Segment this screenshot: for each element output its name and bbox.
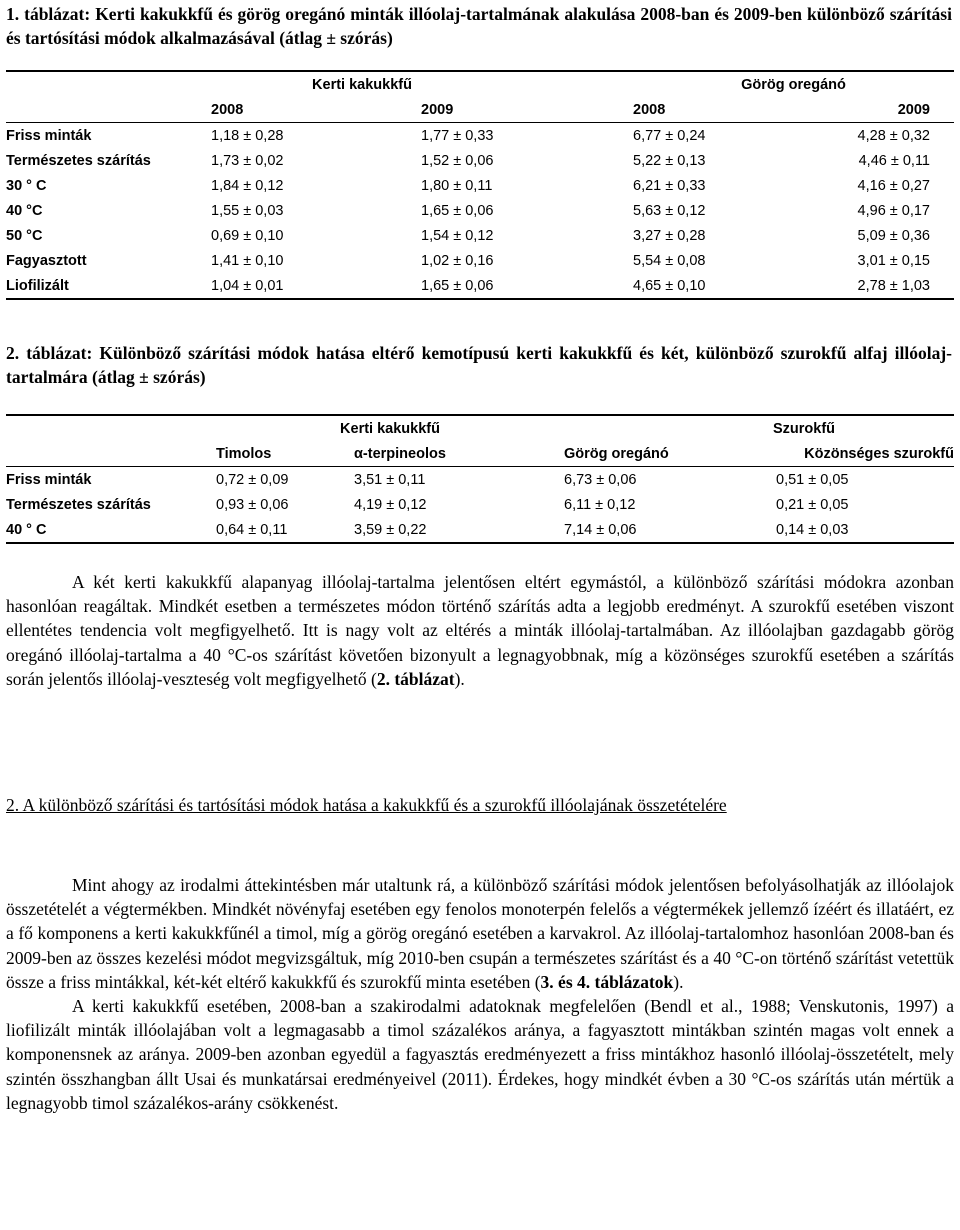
- table1-cell: 6,21 ± 0,33: [633, 177, 706, 194]
- table2-row-label: 40 ° C: [6, 517, 216, 543]
- table1: [6, 70, 954, 300]
- table1-cell: 1,65 ± 0,06: [421, 202, 494, 219]
- table1-cell: 4,46 ± 0,11: [858, 152, 930, 169]
- table1-cell: 3,27 ± 0,28: [633, 227, 706, 244]
- table1-cell: 1,73 ± 0,02: [211, 152, 284, 169]
- table1-cell: 1,84 ± 0,12: [211, 177, 284, 194]
- table1-cell: 0,69 ± 0,10: [211, 227, 284, 244]
- table1-row-label: 50 °C: [6, 227, 43, 244]
- table1-row-label: Természetes szárítás: [6, 152, 151, 169]
- table1-cell: 1,52 ± 0,06: [421, 152, 494, 169]
- table2-sub-header: α-terpineolos: [354, 441, 564, 467]
- table1-cell: 6,77 ± 0,24: [633, 127, 706, 144]
- table1-row: [6, 123, 954, 149]
- table1-row-label: 30 ° C: [6, 177, 47, 194]
- table2-row-label: Természetes szárítás: [6, 496, 151, 513]
- paragraph-text: A két kerti kakukkfű alapanyag illóolaj-tartalma jelentősen eltért egymástól, a különböző szárítási módokra azonban hasonlóan reagáltak. Mindkét esetben a természetes módon történő szárítás adta a legjobb eredményt. A szurokfű esetében viszont ellentétes tendencia volt megfigyelhető. Itt is nagy volt az eltérés a minták illóolaj-tartalmában. Az illóolajban gazdagabb görög oregánó illóolaj-tartalma a 40 °C-os szárítást követően bizonyult a legnagyobbnak, míg a közönséges szurokfű esetében a szárítás során jelentős illóolaj-veszteség volt megfigyelhető (: [6, 572, 954, 689]
- table2-cell: 3,51 ± 0,11: [354, 471, 426, 488]
- table1-row: [6, 248, 954, 273]
- table2-caption: 2. táblázat: Különböző szárítási módok hatása eltérő kemotípusú kerti kakukkfű és két, különböző szurokfű alfaj illóolaj-tartalmára (átlag ± szórás): [6, 343, 952, 387]
- table1-row: [6, 148, 954, 173]
- table2-cell: 7,14 ± 0,06: [564, 517, 776, 543]
- table2-row: [6, 517, 954, 543]
- table1-row: [6, 273, 954, 299]
- table1-year-header: 2008: [211, 97, 421, 123]
- table1-cell: 5,09 ± 0,36: [857, 227, 930, 244]
- table1-cell: 5,54 ± 0,08: [633, 252, 706, 269]
- table1-group-header-row: [6, 71, 954, 97]
- table1-row: [6, 173, 954, 198]
- table2-cell: 6,73 ± 0,06: [564, 471, 637, 488]
- body-paragraph-1: [6, 570, 954, 691]
- table1-group-header: Görög oregánó: [633, 71, 954, 97]
- table1-year-header: 2009: [843, 97, 954, 123]
- table1-cell: 1,54 ± 0,12: [421, 227, 494, 244]
- table2: [6, 414, 954, 544]
- table2-cell: 4,19 ± 0,12: [354, 496, 427, 513]
- table1-year-header-row: [6, 97, 954, 123]
- table1-cell: 4,28 ± 0,32: [857, 127, 930, 144]
- table1-row: [6, 223, 954, 248]
- paragraph-tail: ).: [673, 971, 684, 992]
- section-heading: 2. A különböző szárítási és tartósítási módok hatása a kakukkfű és a szurokfű illóolajának összetételére: [6, 795, 727, 815]
- table1-cell: 1,65 ± 0,06: [421, 273, 633, 299]
- table1-group-header: Kerti kakukkfű: [211, 71, 633, 97]
- table1-cell: 5,63 ± 0,12: [633, 202, 706, 219]
- table1-cell: 3,01 ± 0,15: [857, 252, 930, 269]
- table1-cell: 4,96 ± 0,17: [857, 202, 930, 219]
- table2-group-header: Szurokfű: [564, 415, 954, 441]
- table2-group-header-row: [6, 415, 954, 441]
- table1-caption: 1. táblázat: Kerti kakukkfű és görög oregánó minták illóolaj-tartalmának alakulása 2008-ban és 2009-ben különböző szárítási és tartósítási módok alkalmazásával (átlag ± szórás): [6, 4, 952, 48]
- table2-sub-header: Timolos: [216, 441, 354, 467]
- paragraph-text: A kerti kakukkfű esetében, 2008-ban a szakirodalmi adatoknak megfelelően (Bendl et al., 1988; Venskutonis, 1997) a liofilizált minták illóolajában volt a legmagasabb a timol százalékos aránya, a fagyasztott mintákban szintén magas volt ennek a komponensnek az aránya. 2009-ben azonban egyedül a fagyasztás eredményezett a friss mintákhoz hasonló illóolaj-összetételt, mely szintén összhangban állt Usai és munkatársai eredményeivel (2011). Érdekes, hogy mindkét évben a 30 °C-os szárítás után mértük a legnagyobb timol százalékos-arány csökkenést.: [6, 996, 954, 1113]
- table2-cell: 6,11 ± 0,12: [564, 496, 636, 513]
- table2-cell: 0,51 ± 0,05: [776, 471, 849, 488]
- table1-cell: 1,18 ± 0,28: [211, 127, 284, 144]
- table1-row-label: 40 °C: [6, 202, 43, 219]
- table1-cell: 1,41 ± 0,10: [211, 252, 284, 269]
- table-reference: 3. és 4. táblázatok: [540, 971, 674, 992]
- table2-cell: 0,64 ± 0,11: [216, 517, 354, 543]
- table1-cell: 1,04 ± 0,01: [211, 273, 421, 299]
- table1-cell: 5,22 ± 0,13: [633, 152, 706, 169]
- table1-year-header: 2008: [633, 97, 843, 123]
- table-reference: 2. táblázat: [376, 668, 455, 689]
- table2-row: [6, 492, 954, 517]
- table1-row: [6, 198, 954, 223]
- table1-cell: 1,77 ± 0,33: [421, 127, 494, 144]
- table1-row-label: Liofilizált: [6, 273, 211, 299]
- table2-group-header: Kerti kakukkfű: [216, 415, 564, 441]
- table1-cell: 1,55 ± 0,03: [211, 202, 284, 219]
- table2-cell: 3,59 ± 0,22: [354, 517, 564, 543]
- table2-sub-header-row: [6, 441, 954, 467]
- table1-cell: 1,02 ± 0,16: [421, 252, 494, 269]
- table2-sub-header: Közönséges szurokfű: [776, 441, 954, 467]
- table1-year-header: 2009: [421, 97, 633, 123]
- table1-row-label: Friss minták: [6, 127, 92, 144]
- table1-row-label: Fagyasztott: [6, 252, 87, 269]
- table1-cell: 1,80 ± 0,11: [421, 177, 493, 194]
- table2-cell: 0,21 ± 0,05: [776, 496, 849, 513]
- table1-cell: 2,78 ± 1,03: [843, 273, 954, 299]
- paragraph-tail: ).: [454, 668, 465, 689]
- paragraph-text: Mint ahogy az irodalmi áttekintésben már utaltunk rá, a különböző szárítási módok jelentősen befolyásolhatják az illóolajok összetételét a végtermékben. Mindkét növényfaj esetében egy fenolos monoterpén felelős a végtermékek jellemző ízéért és illatáért, ez a fő komponens a kerti kakukkfűnél a timol, míg a görög oregánó esetében a karvakrol. Az illóolaj-tartalomhoz hasonlóan 2008-ban és 2009-ben az összes kezelési módot megvizsgáltuk, míg 2010-ben csupán a természetes szárítást és a 40 °C-on történő szárítást vetettük össze a friss mintákkal, két-két eltérő kakukkfű és szurokfű minta esetében (: [6, 875, 954, 992]
- table2-row-label: Friss minták: [6, 471, 92, 488]
- table2-sub-header: Görög oregánó: [564, 441, 776, 467]
- table1-cell: 4,65 ± 0,10: [633, 273, 843, 299]
- table2-cell: 0,72 ± 0,09: [216, 471, 289, 488]
- table1-cell: 4,16 ± 0,27: [857, 177, 930, 194]
- table2-row: [6, 467, 954, 493]
- table2-cell: 0,93 ± 0,06: [216, 496, 289, 513]
- body-paragraph-2: [6, 873, 954, 1115]
- table2-cell: 0,14 ± 0,03: [776, 517, 954, 543]
